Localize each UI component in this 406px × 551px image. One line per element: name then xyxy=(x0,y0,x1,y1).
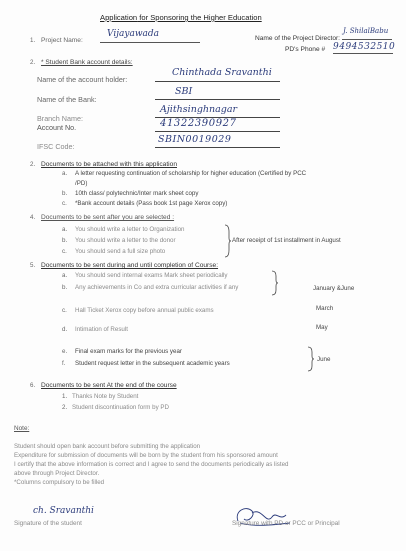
ifsc-label: IFSC Code: xyxy=(37,142,75,151)
attach-item-a-cont: /PD) xyxy=(75,180,88,187)
end-item-2: Student discontinuation form by PD xyxy=(72,404,169,411)
note-line-3: I certify that the above information is correct and I agree to send the documents periodically as listed xyxy=(14,461,289,468)
account-number-line xyxy=(155,131,280,132)
during-item-b: Any achievements in Co and extra curricular activities if any xyxy=(75,284,239,291)
selected-heading xyxy=(41,215,174,222)
ifsc-value: SBIN0019029 xyxy=(158,134,232,145)
during-item-d-n: d. xyxy=(62,326,68,333)
project-name-value: Vijayawada xyxy=(107,29,160,39)
during-item-c-n: c. xyxy=(62,307,67,314)
during-brace-2 xyxy=(307,346,315,372)
page-title xyxy=(100,14,262,22)
during-item-c: Hall Ticket Xerox copy before annual public exams xyxy=(75,307,214,314)
attach-item-b-n: b. xyxy=(62,190,68,197)
section-4-number: 4. xyxy=(30,214,36,221)
when-may: May xyxy=(316,324,328,331)
attach-item-b: 10th class/ polytechnic/Inter mark sheet copy xyxy=(75,190,199,197)
project-name-label: Project Name: xyxy=(41,37,83,44)
end-item-2-n: 2. xyxy=(62,404,68,411)
selected-brace xyxy=(224,224,232,258)
installment-note: After receipt of 1st installment in August xyxy=(232,237,341,244)
selected-item-b: You should write a letter to the donor xyxy=(75,237,176,244)
during-heading: Documents to be sent during and until completion of Course: xyxy=(41,262,219,269)
account-number-value: 41322390927 xyxy=(160,118,237,129)
title-rest: for Sponsoring the Higher Education xyxy=(137,13,262,22)
selected-item-a: You should write a letter to Organization xyxy=(75,226,185,233)
during-item-a: You should send internal exams Mark sheet periodically xyxy=(75,272,228,279)
selected-item-b-n: b. xyxy=(62,237,68,244)
during-item-e-n: e. xyxy=(62,348,68,355)
account-holder-value: Chinthada Sravanthi xyxy=(172,67,272,78)
during-brace-1 xyxy=(271,270,279,296)
end-item-1: Thanks Note by Student xyxy=(72,393,139,400)
account-holder-label: Name of the account holder: xyxy=(37,75,128,84)
project-director-line xyxy=(342,39,392,40)
pd-phone-value: 9494532510 xyxy=(333,42,396,52)
student-signature: ch. Sravanthi xyxy=(33,506,94,516)
when-march: March xyxy=(316,305,334,312)
student-signature-label: Signature of the student xyxy=(14,520,82,527)
note-line-1: Student should open bank account before submitting the application xyxy=(14,443,201,450)
during-item-f: Student request letter in the subsequent academic years xyxy=(75,360,230,367)
section-6-number: 6. xyxy=(30,382,36,389)
pd-phone-label: PD's Phone # xyxy=(285,46,326,53)
account-number-label: Account No. xyxy=(37,123,77,132)
end-heading: Documents to be sent At the end of the course xyxy=(41,382,177,389)
end-item-1-n: 1. xyxy=(62,393,68,400)
during-item-e: Final exam marks for the previous year xyxy=(75,348,182,355)
selected-item-c-n: c. xyxy=(62,248,67,255)
pd-phone-line xyxy=(333,53,393,54)
bank-name-value: SBI xyxy=(175,86,193,97)
attach-heading: Documents to be attached with this application xyxy=(41,161,177,168)
ifsc-line xyxy=(155,147,280,148)
project-director-label: Name of the Project Director: xyxy=(255,35,341,42)
selected-heading-text: Documents to be sent after you are selected : xyxy=(41,214,175,221)
when-june: June xyxy=(317,356,331,363)
bank-name-line xyxy=(155,99,280,100)
during-item-d: Intimation of Result xyxy=(75,326,128,333)
bank-name-label: Name of the Bank: xyxy=(37,95,97,104)
section-2-number: 2. xyxy=(30,59,36,66)
during-item-f-n: f. xyxy=(62,360,66,367)
pd-signature-label: Signature with PD or PCC or Principal xyxy=(232,520,340,527)
note-label: Note: xyxy=(14,425,30,432)
section-5-number: 5. xyxy=(30,262,36,269)
during-item-a-n: a. xyxy=(62,272,68,279)
attach-item-a-n: a. xyxy=(62,170,68,177)
attach-item-c: *Bank account details (Pass book 1st page Xerox copy) xyxy=(75,200,228,207)
section-3-number: 2. xyxy=(30,161,36,168)
attach-item-a: A letter requesting continuation of scholarship for higher education (Certified by PCC xyxy=(75,170,307,177)
account-holder-line xyxy=(155,81,280,82)
selected-item-c: You should send a full size photo xyxy=(75,248,166,255)
branch-name-label: Branch Name: xyxy=(37,114,83,123)
selected-item-a-n: a. xyxy=(62,226,68,233)
attach-item-c-n: c. xyxy=(62,200,67,207)
project-director-value: J. ShilalBabu xyxy=(343,27,389,35)
project-name-line xyxy=(100,42,200,43)
during-item-b-n: b. xyxy=(62,284,68,291)
title-application: Application xyxy=(100,13,138,22)
section-1-number: 1. xyxy=(30,37,36,44)
note-line-2: Expenditure for submission of documents will be born by the student from his sponsored amount xyxy=(14,452,278,459)
note-line-5: *Columns compulsory to be filled xyxy=(14,479,105,486)
when-january-june: January &June xyxy=(313,285,355,292)
bank-details-heading: * Student Bank account details: xyxy=(41,59,133,66)
branch-name-value: Ajithsinghnagar xyxy=(160,104,238,115)
note-line-4: above through Project Director. xyxy=(14,470,100,477)
